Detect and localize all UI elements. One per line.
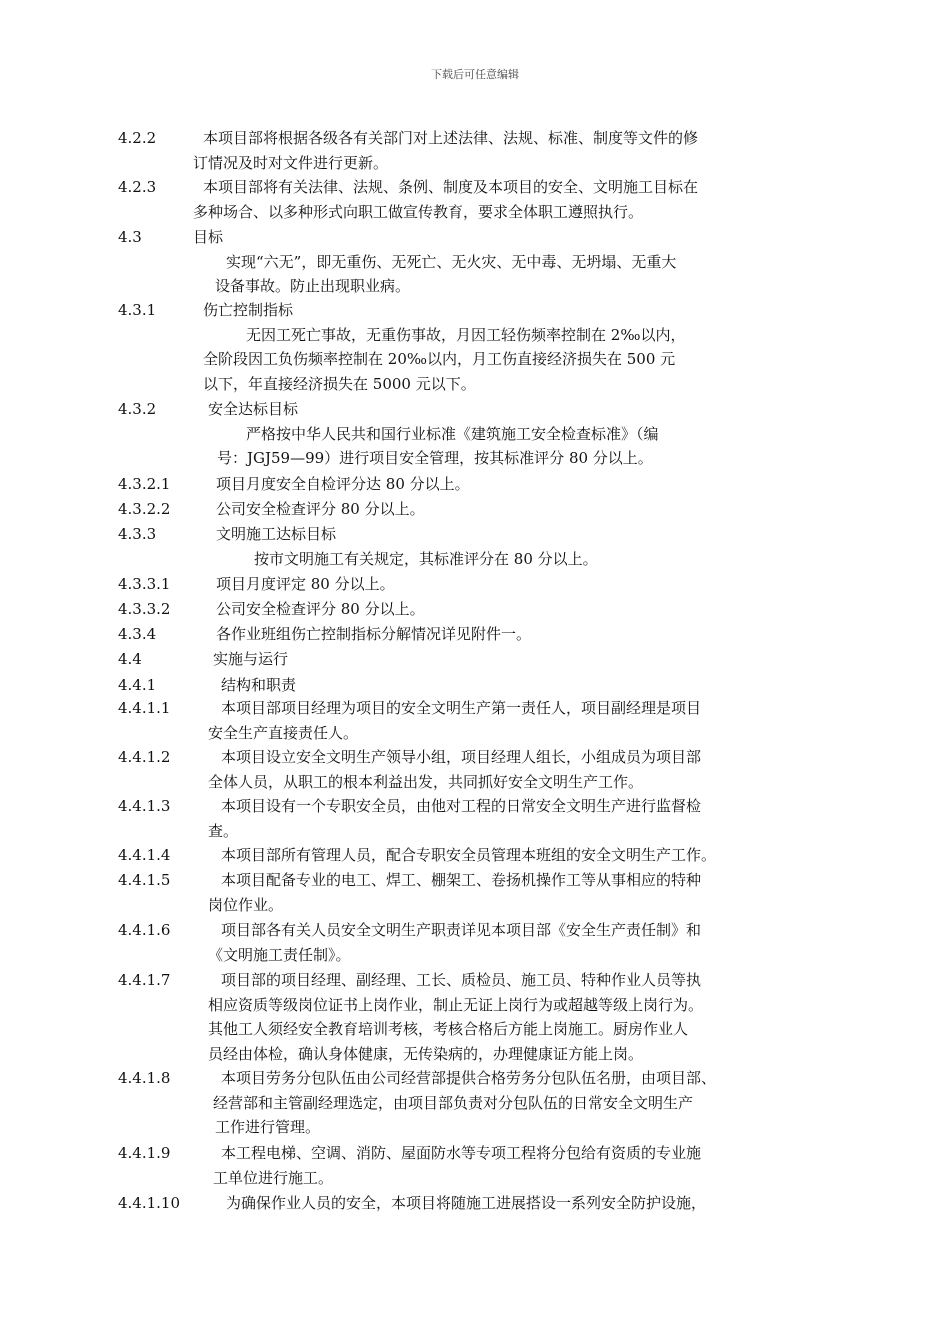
paragraph-line: 以下，年直接经济损失在 5000 元以下。: [203, 375, 476, 394]
paragraph-line: 本工程电梯、空调、消防、屋面防水等专项工程将分包给有资质的专业施: [221, 1144, 702, 1162]
paragraph-line: 本项目劳务分包队伍由公司经营部提供合格劳务分包队伍名册，由项目部、: [221, 1069, 717, 1087]
paragraph-line: 订情况及时对文件进行更新。: [193, 153, 389, 172]
paragraph-line: 全体人员，从职工的根本利益出发，共同抓好安全文明生产工作。: [208, 772, 644, 791]
paragraph-line: 按市文明施工有关规定，其标准评分在 80 分以上。: [254, 549, 598, 568]
paragraph-line: 项目月度安全自检评分达 80 分以上。: [216, 475, 470, 493]
paragraph-line: 无因工死亡事故，无重伤事故，月因工轻伤频率控制在 2‰以内，: [246, 325, 686, 344]
section-number: 4.3.3.2: [118, 600, 171, 618]
section-number: 4.4.1.9: [118, 1144, 171, 1162]
paragraph-line: 各作业班组伤亡控制指标分解情况详见附件一。: [216, 625, 532, 643]
paragraph-line: 实施与运行: [213, 650, 289, 668]
section-number: 4.4: [118, 650, 142, 668]
paragraph-line: 《文明施工责任制》。: [208, 945, 351, 964]
paragraph-line: 安全达标目标: [208, 400, 299, 418]
paragraph-line: 员经由体检，确认身体健康，无传染病的，办理健康证方能上岗。: [208, 1045, 644, 1064]
section-number: 4.4.1.10: [118, 1194, 181, 1212]
section-number: 4.3.4: [118, 625, 157, 643]
paragraph-line: 文明施工达标目标: [216, 525, 337, 543]
paragraph-line: 为确保作业人员的安全，本项目将随施工进展搭设一系列安全防护设施，: [226, 1194, 707, 1212]
paragraph-line: 号：JGJ59—99）进行项目安全管理，按其标准评分 80 分以上。: [217, 449, 653, 468]
section-number: 4.4.1.8: [118, 1069, 171, 1087]
paragraph-line: 本项目部所有管理人员，配合专职安全员管理本班组的安全文明生产工作。: [221, 846, 717, 864]
paragraph-line: 工作进行管理。: [215, 1118, 321, 1137]
section-number: 4.4.1.4: [118, 846, 171, 864]
paragraph-line: 本项目配备专业的电工、焊工、棚架工、卷扬机操作工等从事相应的特种: [221, 871, 702, 889]
paragraph-line: 公司安全检查评分 80 分以上。: [216, 500, 425, 518]
paragraph-line: 查。: [208, 821, 239, 840]
paragraph-line: 本项目设立安全文明生产领导小组，项目经理人组长，小组成员为项目部: [221, 748, 702, 766]
paragraph-line: 项目月度评定 80 分以上。: [216, 575, 395, 593]
section-number: 4.3: [118, 228, 142, 246]
paragraph-line: 目标: [193, 228, 224, 246]
paragraph-line: 相应资质等级岗位证书上岗作业，制止无证上岗行为或超越等级上岗行为。: [208, 995, 704, 1014]
section-number: 4.4.1.3: [118, 797, 171, 815]
paragraph-line: 项目部各有关人员安全文明生产职责详见本项目部《安全生产责任制》和: [221, 921, 702, 939]
paragraph-line: 经营部和主管副经理选定，由项目部负责对分包队伍的日常安全文明生产: [213, 1093, 694, 1112]
paragraph-line: 安全生产直接责任人。: [208, 723, 359, 742]
paragraph-line: 本项目设有一个专职安全员，由他对工程的日常安全文明生产进行监督检: [221, 797, 702, 815]
paragraph-line: 严格按中华人民共和国行业标准《建筑施工安全检查标准》（编: [246, 424, 659, 443]
paragraph-line: 岗位作业。: [208, 895, 284, 914]
paragraph-line: 设备事故。防止出现职业病。: [215, 277, 411, 296]
section-number: 4.3.3.1: [118, 575, 171, 593]
page-header: 下载后可任意编辑: [431, 68, 519, 81]
paragraph-line: 公司安全检查评分 80 分以上。: [216, 600, 425, 618]
section-number: 4.3.2: [118, 400, 157, 418]
paragraph-line: 工单位进行施工。: [213, 1168, 334, 1187]
paragraph-line: 本项目部将有关法律、法规、条例、制度及本项目的安全、文明施工目标在: [203, 178, 699, 196]
section-number: 4.3.1: [118, 301, 157, 319]
paragraph-line: 实现“六无”，即无重伤、无死亡、无火灾、无中毒、无坍塌、无重大: [226, 252, 677, 271]
paragraph-line: 项目部的项目经理、副经理、工长、质检员、施工员、特种作业人员等执: [221, 971, 702, 989]
paragraph-line: 全阶段因工负伤频率控制在 20‰以内，月工伤直接经济损失在 500 元: [203, 350, 676, 369]
section-number: 4.2.3: [118, 178, 157, 196]
section-number: 4.4.1.5: [118, 871, 171, 889]
section-number: 4.3.2.1: [118, 475, 171, 493]
section-number: 4.4.1.1: [118, 699, 171, 717]
section-number: 4.4.1.7: [118, 971, 171, 989]
section-number: 4.2.2: [118, 129, 157, 147]
section-number: 4.4.1.6: [118, 921, 171, 939]
section-number: 4.4.1.2: [118, 748, 171, 766]
paragraph-line: 其他工人须经安全教育培训考核，考核合格后方能上岗施工。厨房作业人: [208, 1020, 689, 1039]
paragraph-line: 多种场合、以多种形式向职工做宣传教育，要求全体职工遵照执行。: [193, 202, 644, 221]
section-number: 4.3.3: [118, 525, 157, 543]
paragraph-line: 伤亡控制指标: [203, 301, 294, 319]
paragraph-line: 结构和职责: [221, 676, 297, 694]
paragraph-line: 本项目部项目经理为项目的安全文明生产第一责任人，项目副经理是项目: [221, 699, 702, 717]
paragraph-line: 本项目部将根据各级各有关部门对上述法律、法规、标准、制度等文件的修: [203, 129, 699, 147]
section-number: 4.4.1: [118, 676, 157, 694]
section-number: 4.3.2.2: [118, 500, 171, 518]
